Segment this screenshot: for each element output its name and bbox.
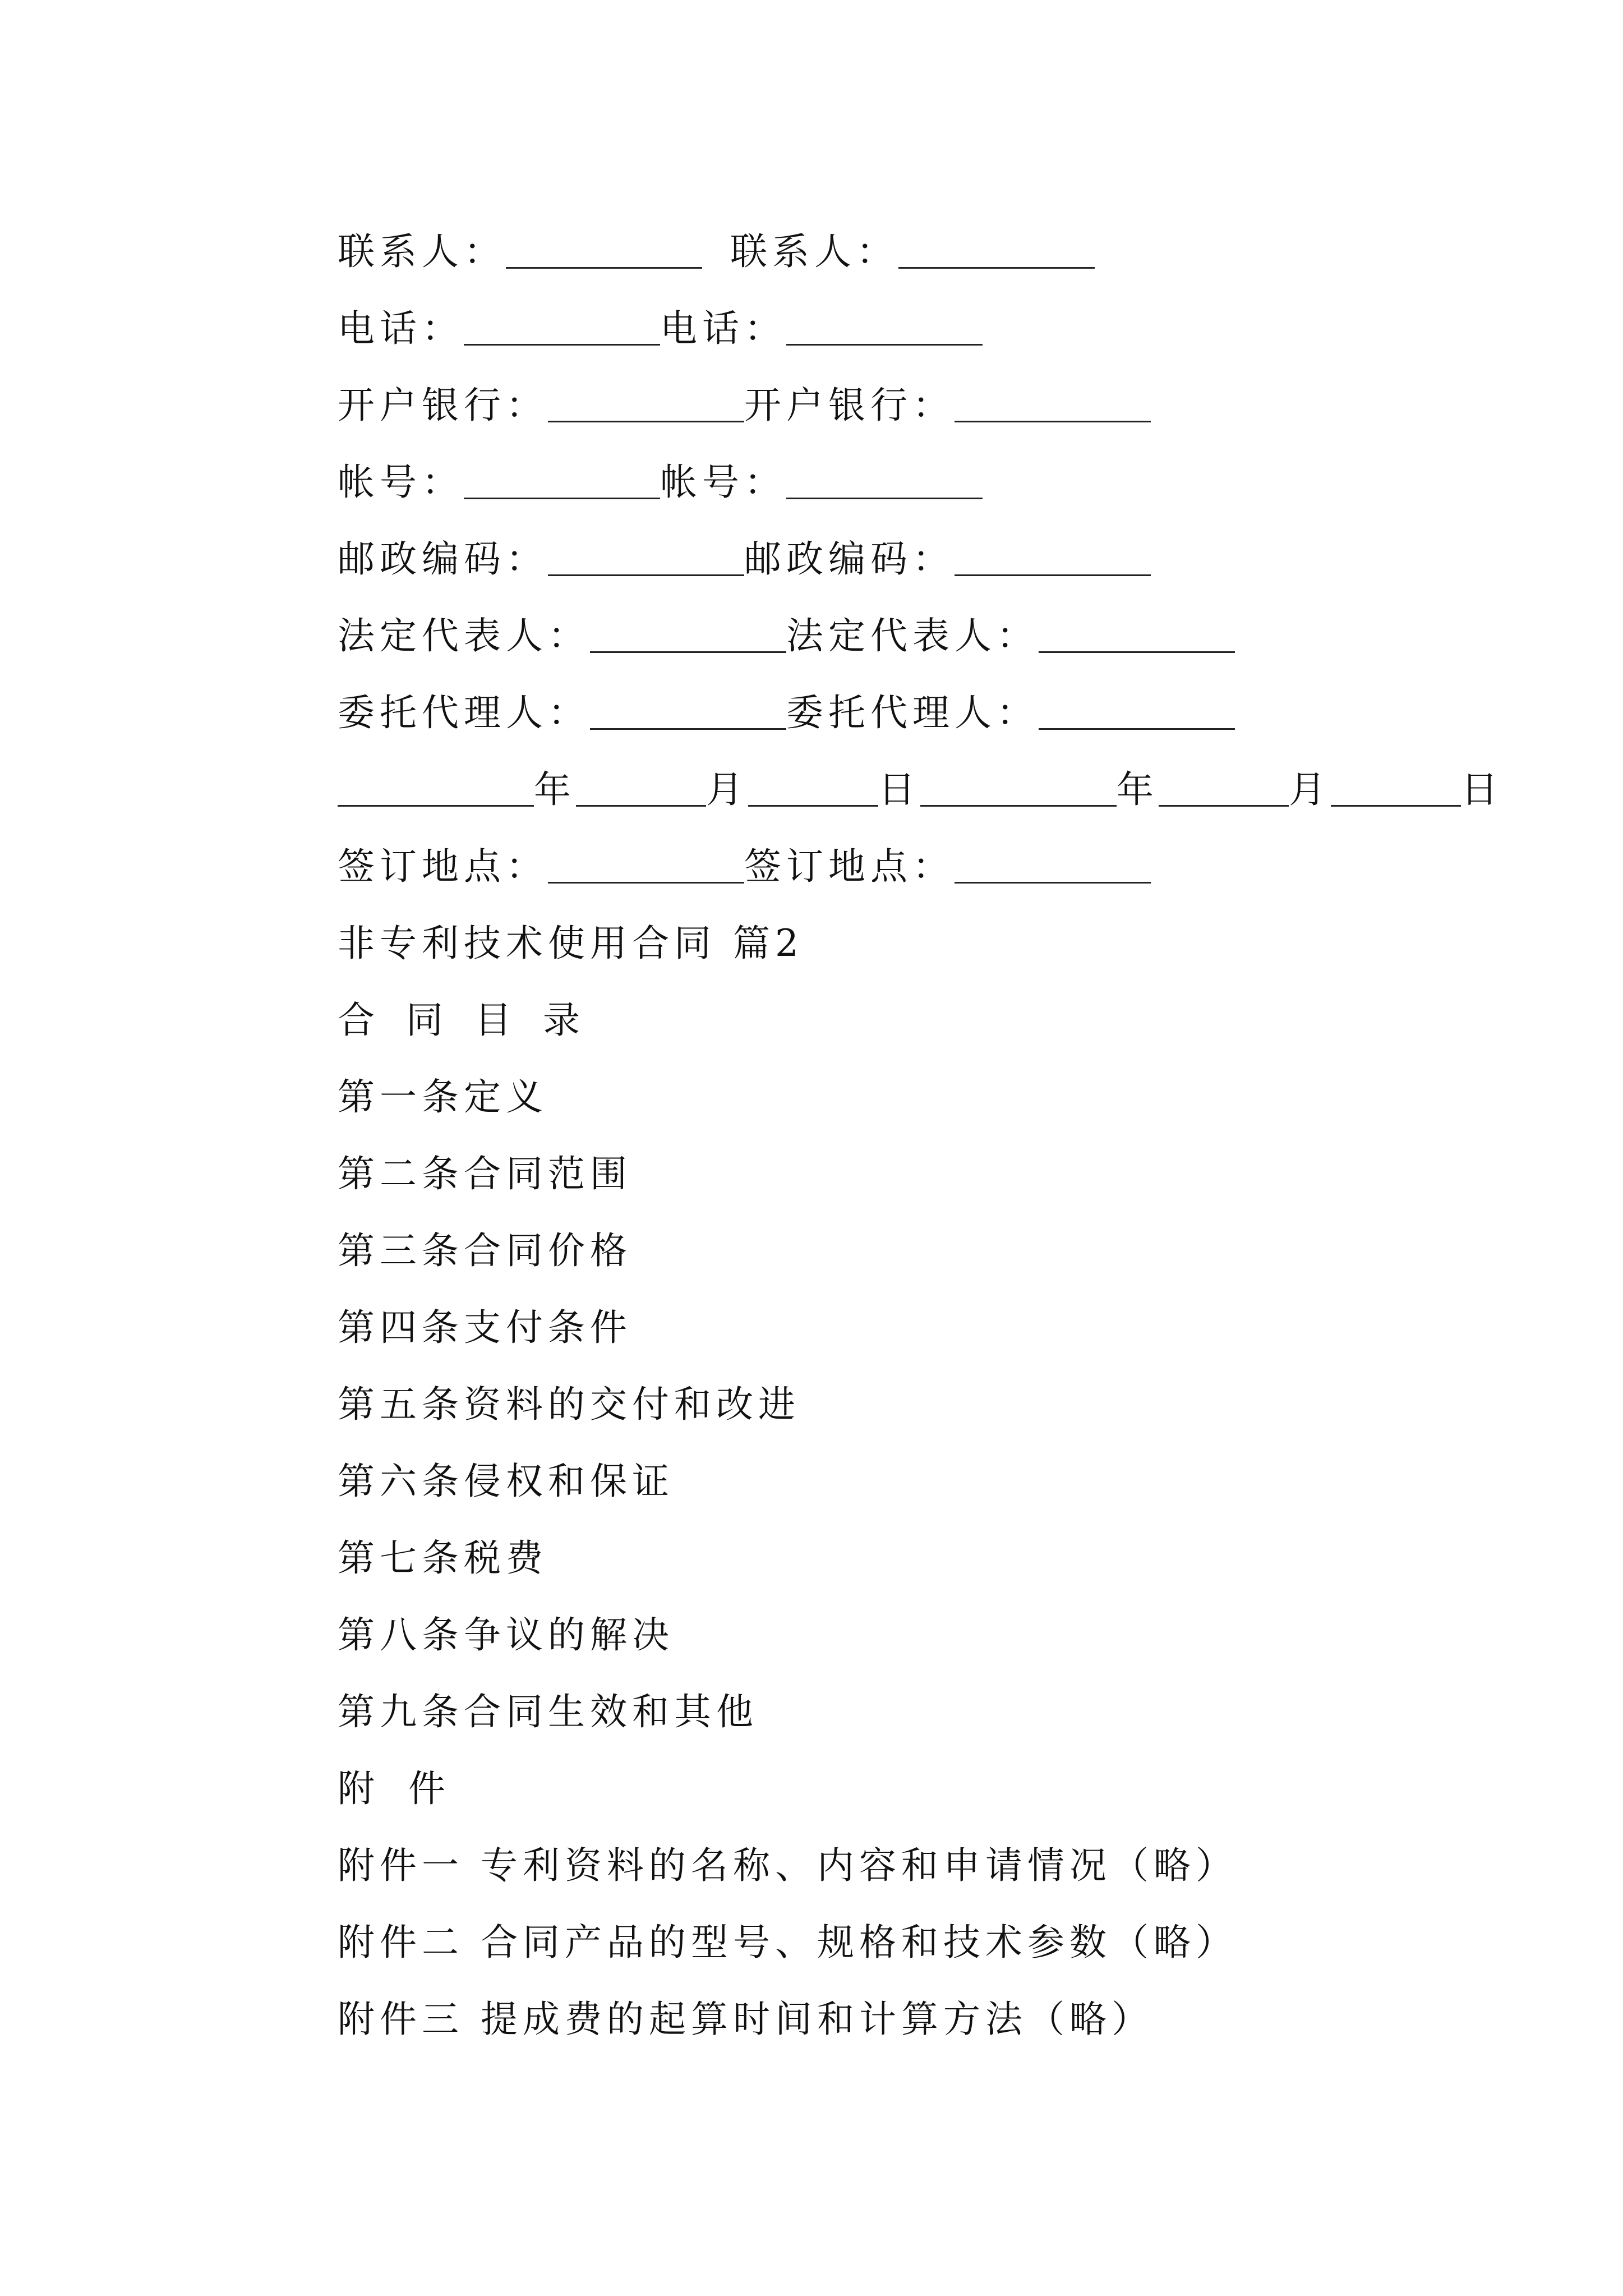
account-row — [338, 444, 1459, 521]
year-blank-party-b — [920, 765, 1117, 807]
day-blank-party-b — [1331, 765, 1461, 807]
postal-blank-party-a — [548, 534, 744, 576]
agent-blank-party-b — [1039, 688, 1235, 730]
contents-title: 合同目录 — [338, 999, 611, 1042]
account-blank-party-a — [464, 457, 660, 499]
postal-row — [338, 521, 1459, 597]
phone-blank-party-b — [786, 303, 983, 346]
month-blank-party-a — [576, 765, 706, 807]
contact-label-party-b: 联系人： — [730, 230, 898, 273]
contact-blank-party-a — [506, 227, 702, 269]
month-blank-party-b — [1159, 765, 1289, 807]
month-label-party-a: 月 — [706, 768, 748, 811]
attachment-item: 附件一 专利资料的名称、内容和申请情况（略） — [338, 1844, 1238, 1887]
attachment-item: 附件三 提成费的起算时间和计算方法（略） — [338, 1998, 1154, 2041]
phone-label-party-a: 电话： — [338, 307, 464, 350]
day-label-party-b: 日 — [1461, 768, 1503, 811]
article-item: 第七条税费 — [338, 1536, 548, 1580]
place-blank-party-a — [548, 841, 744, 884]
account-label-party-a: 帐号： — [338, 461, 464, 504]
article-item: 第六条侵权和保证 — [338, 1460, 674, 1503]
article-item: 第五条资料的交付和改进 — [338, 1383, 800, 1426]
contact-blank-party-b — [898, 227, 1095, 269]
contact-label-party-a: 联系人： — [338, 230, 506, 273]
article-item: 第八条争议的解决 — [338, 1613, 674, 1657]
article-item: 第四条支付条件 — [338, 1306, 632, 1349]
article-item: 第九条合同生效和其他 — [338, 1690, 758, 1733]
year-label-party-b: 年 — [1117, 768, 1159, 811]
day-label-party-a: 日 — [878, 768, 920, 811]
bank-label-party-b: 开户银行： — [744, 384, 955, 427]
legal-rep-row — [338, 597, 1459, 674]
year-label-party-a: 年 — [534, 768, 576, 811]
place-label-party-b: 签订地点： — [744, 845, 955, 888]
date-row — [338, 751, 1503, 828]
bank-blank-party-a — [548, 380, 744, 422]
account-blank-party-b — [786, 457, 983, 499]
legal-rep-blank-party-b — [1039, 611, 1235, 653]
phone-row — [338, 290, 1459, 367]
account-label-party-b: 帐号： — [660, 461, 786, 504]
place-label-party-a: 签订地点： — [338, 845, 548, 888]
place-row — [338, 828, 1459, 905]
attachments-title: 附件 — [338, 1767, 479, 1810]
agent-label-party-b: 委托代理人： — [786, 691, 1039, 734]
legal-rep-label-party-a: 法定代表人： — [338, 614, 590, 657]
article-item: 第二条合同范围 — [338, 1152, 632, 1195]
day-blank-party-a — [748, 765, 878, 807]
agent-blank-party-a — [590, 688, 786, 730]
phone-label-party-b: 电话： — [660, 307, 786, 350]
document-body — [338, 213, 1503, 2058]
month-label-party-b: 月 — [1289, 768, 1331, 811]
postal-label-party-a: 邮政编码： — [338, 537, 548, 581]
article-item: 第一条定义 — [338, 1075, 548, 1119]
phone-blank-party-a — [464, 303, 660, 346]
year-blank-party-a — [338, 765, 534, 807]
postal-blank-party-b — [955, 534, 1151, 576]
agent-row — [338, 674, 1459, 751]
legal-rep-blank-party-a — [590, 611, 786, 653]
section-title: 非专利技术使用合同 篇2 — [338, 922, 804, 965]
place-blank-party-b — [955, 841, 1151, 884]
contact-row — [338, 213, 1459, 290]
bank-blank-party-b — [955, 380, 1151, 422]
agent-label-party-a: 委托代理人： — [338, 691, 590, 734]
legal-rep-label-party-b: 法定代表人： — [786, 614, 1039, 657]
attachment-item: 附件二 合同产品的型号、规格和技术参数（略） — [338, 1921, 1238, 1964]
postal-label-party-b: 邮政编码： — [744, 537, 955, 581]
bank-label-party-a: 开户银行： — [338, 384, 548, 427]
article-item: 第三条合同价格 — [338, 1229, 632, 1272]
bank-row — [338, 367, 1459, 444]
